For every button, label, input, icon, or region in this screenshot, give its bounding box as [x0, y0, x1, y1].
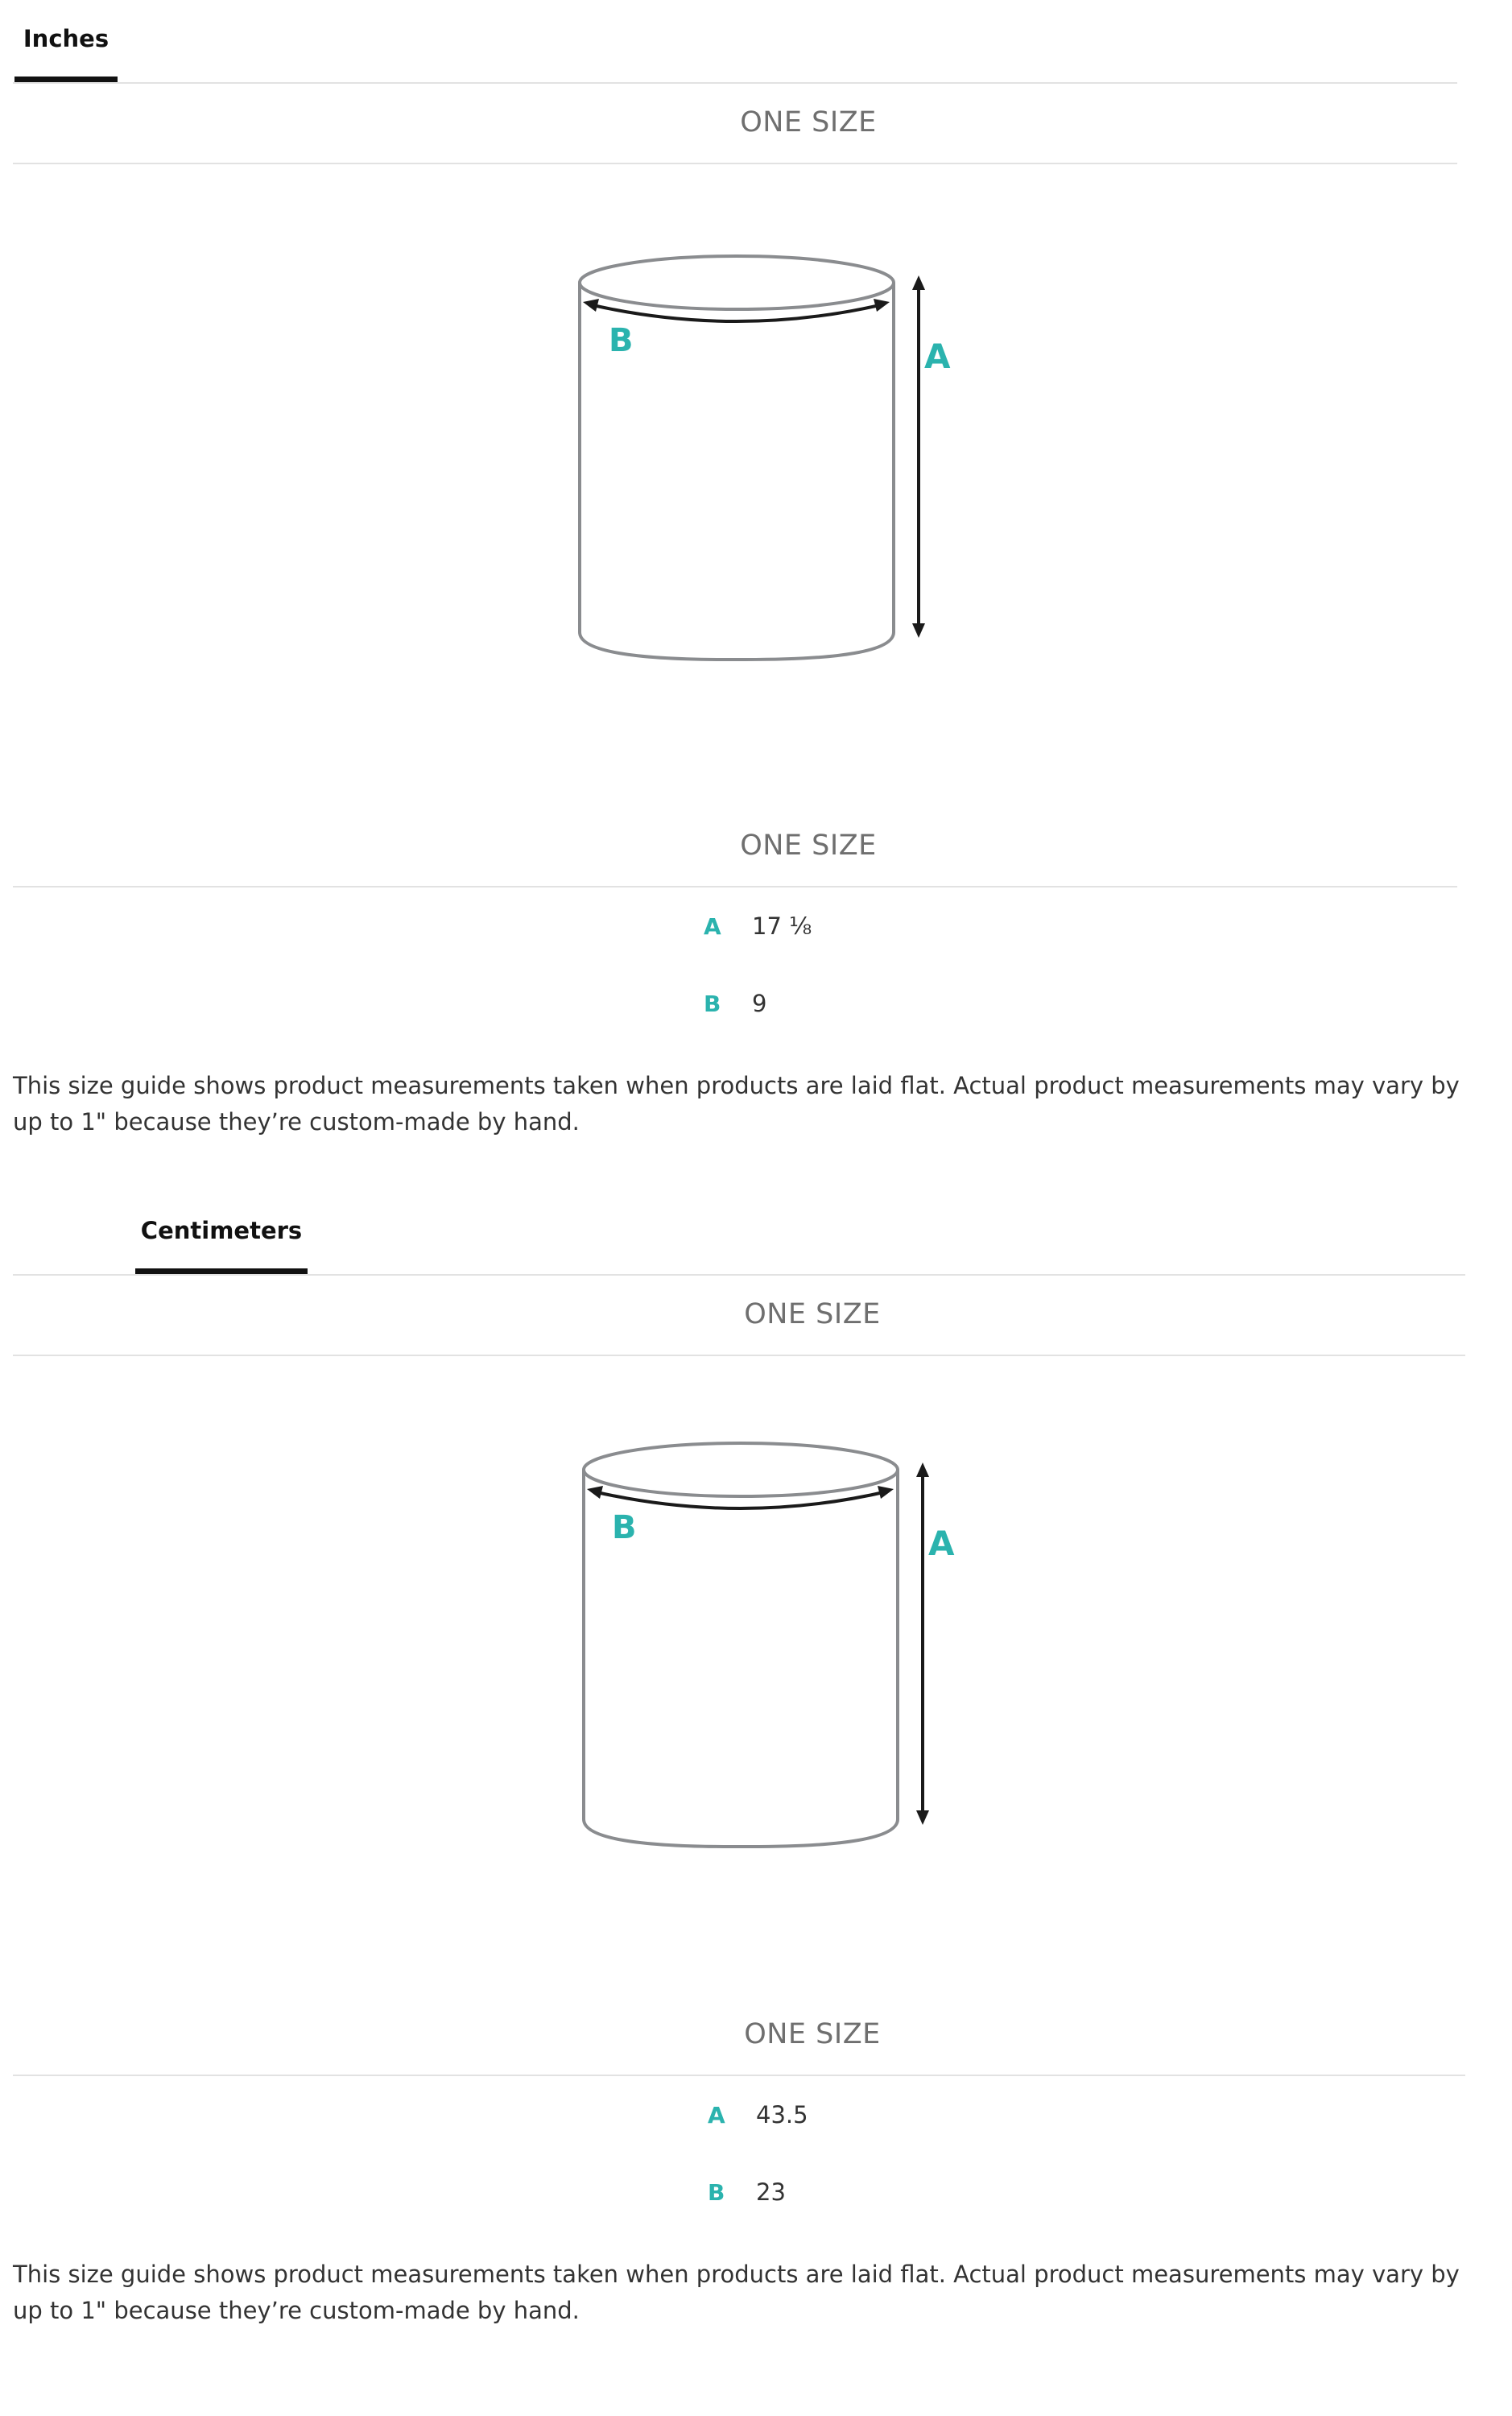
measurement-row-a — [704, 910, 812, 942]
measurement-value: 9 — [752, 990, 767, 1017]
cylinder-outline — [580, 256, 894, 660]
size-guide-note: This size guide shows product measurements taken when products are laid flat. Actual product measurements may vary by up to 1" because they’re custom-made by hand. — [13, 2261, 1460, 2324]
measurement-value: 43.5 — [756, 2101, 808, 2128]
unit-tabs — [0, 0, 1457, 82]
table-divider — [13, 886, 1457, 887]
tab-divider — [13, 1274, 1465, 1276]
heading-divider — [13, 163, 1457, 164]
measurement-key: A — [708, 2101, 725, 2128]
heading-divider — [13, 1355, 1465, 1356]
diagram-size-heading: ONE SIZE — [744, 1298, 881, 1330]
measurement-key: B — [704, 990, 721, 1017]
table-divider — [13, 2075, 1465, 2076]
label-a: A — [924, 337, 951, 376]
size-guide-note: This size guide shows product measurements taken when products are laid flat. Actual product measurements may vary by up to 1" because they’re custom-made by hand. — [13, 1072, 1460, 1136]
measurement-key: A — [704, 912, 721, 940]
measurement-row-a — [708, 2099, 808, 2131]
cylinder-measurement-diagram — [0, 1369, 1512, 1933]
label-b: B — [612, 1509, 637, 1546]
measurement-row-b — [704, 987, 766, 1020]
measurement-value: 17 ⅛ — [752, 912, 812, 940]
size-guide-inches — [0, 0, 1512, 1192]
tab-inches[interactable]: Inches — [14, 0, 118, 82]
measurement-row-b — [708, 2176, 786, 2208]
cylinder-outline — [584, 1443, 898, 1847]
tab-divider — [13, 82, 1457, 84]
unit-tabs — [0, 1192, 1465, 1274]
diagram-size-heading: ONE SIZE — [740, 106, 877, 139]
table-size-heading: ONE SIZE — [744, 2018, 881, 2050]
measurement-key: B — [708, 2178, 725, 2206]
measurement-value: 23 — [756, 2178, 786, 2206]
height-arrow — [912, 275, 925, 638]
table-size-heading: ONE SIZE — [740, 829, 877, 862]
size-guide-centimeters — [0, 1192, 1512, 2416]
label-b: B — [609, 322, 634, 359]
tab-centimeters[interactable]: Centimeters — [135, 1192, 308, 1274]
label-a: A — [928, 1524, 955, 1563]
cylinder-measurement-diagram — [0, 177, 1512, 741]
height-arrow — [916, 1462, 929, 1825]
